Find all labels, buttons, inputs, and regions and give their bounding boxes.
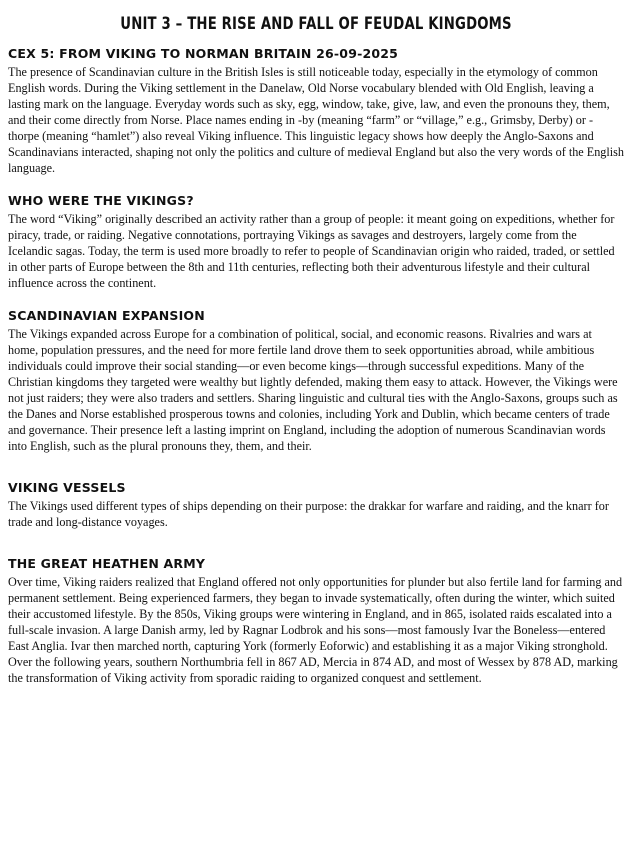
page-title: UNIT 3 – THE RISE AND FALL OF FEUDAL KINGDOMS: [120, 14, 512, 34]
section-body: Over time, Viking raiders realized that England offered not only opportunities for plunder but also fertile land for farming and permanent settlement. Being experienced farmers, they began to invade systematically, often during the winter, which suited their accustomed lifestyle. By the 850s, Viking groups were wintering in England, and in 865, isolated raids escalated into a full-scale invasion. A large Danish army, led by Ragnar Lodbrok and his sons—most famously Ivar the Boneless—entered East Anglia. Ivar then marched north, capturing York (formerly Eoforwic) and establishing it as a major Viking stronghold. Over the following years, southern Northumbria fell in 867 AD, Mercia in 874 AD, and most of Wessex by 878 AD, marking the transformation of Viking activity from sporadic raiding to organized conquest and settlement.: [8, 575, 623, 685]
section-heading: SCANDINAVIAN EXPANSION: [8, 308, 205, 323]
section-heading: THE GREAT HEATHEN ARMY: [8, 556, 206, 571]
section-body: The Vikings expanded across Europe for a combination of political, social, and economic reasons. Rivalries and wars at home, population pressures, and the need for more fertile land drove them to seek opportunities abroad, while ambitious individuals could improve their social standing—or even become kings—through successful expeditions. Many of the Christian kingdoms they targeted were wealthy but lightly defended, making them easy to attack. However, the Vikings were not just raiders; they were also traders and settlers. Sharing linguistic and cultural ties with the Anglo-Saxons, groups such as the Danes and Norse established prosperous towns and colonies, including York and Dublin, which became centers of trade and governance. Their presence left a lasting imprint on England, including the adoption of numerous Scandinavian words into English, such as the plural pronouns they, them, and their.: [8, 327, 618, 453]
section-viking-vessels: [8, 480, 624, 530]
section-great-heathen-army: [8, 556, 624, 686]
section-who-were-vikings: [8, 193, 624, 291]
section-heading: WHO WERE THE VIKINGS?: [8, 193, 194, 208]
section-cex5: [8, 46, 624, 176]
section-body: The presence of Scandinavian culture in the British Isles is still noticeable today, especially in the etymology of common English words. During the Viking settlement in the Danelaw, Old Norse vocabulary blended with Old English, leaving a lasting mark on the language. Everyday words such as sky, egg, window, take, give, law, and even the pronouns they, them, and their come directly from Norse. Place names ending in -by (meaning “farm” or “village,” e.g., Grimsby, Derby) or -thorpe (meaning “hamlet”) also reveal Viking influence. This linguistic legacy shows how deeply the Anglo-Saxons and Scandinavians interacted, shaping not only the politics and culture of medieval England but also the very words of the English language.: [8, 65, 624, 175]
section-scandinavian-expansion: [8, 308, 624, 454]
section-heading: VIKING VESSELS: [8, 480, 126, 495]
section-body: The word “Viking” originally described an activity rather than a group of people: it meant going on expeditions, whether for piracy, trade, or raiding. Negative connotations, portraying Vikings as savages and destroyers, largely come from the Icelandic sagas. Today, the term is used more broadly to refer to people of Scandinavian origin who raided, traded, or settled in other parts of Europe between the 8th and 11th centuries, reflecting both their adventurous lifestyle and their cultural influence across the continent.: [8, 212, 615, 290]
section-body: The Vikings used different types of ships depending on their purpose: the drakkar for warfare and raiding, and the knarr for trade and long-distance voyages.: [8, 499, 609, 529]
section-heading: CEX 5: FROM VIKING TO NORMAN BRITAIN 26-09-2025: [8, 46, 399, 61]
